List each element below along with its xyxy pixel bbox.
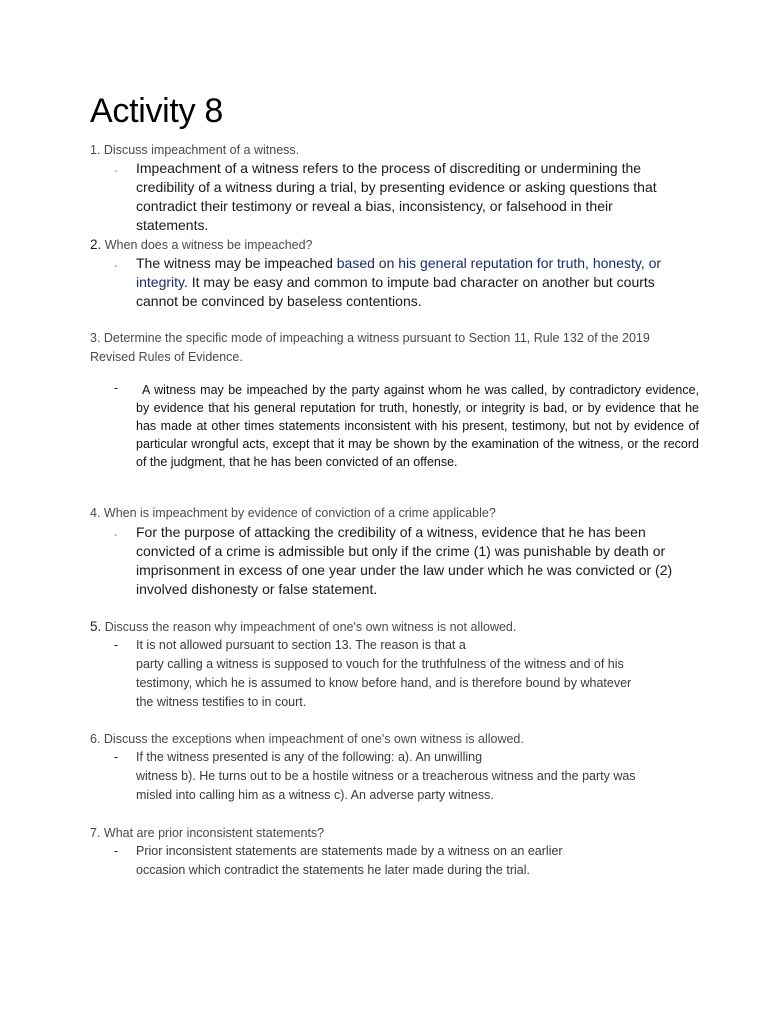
answer-4-text: For the purpose of attacking the credibility of a witness, evidence that he has been convicted of a crime is admissible but only if the crime (1) was punishable by death or imprisonment in excess of one year under the law under which he was convicted or (2) involved dishonesty or false statement. (136, 524, 673, 597)
bullet-dash: - (114, 750, 119, 764)
answer-2-text (136, 254, 674, 311)
question-5-text: Discuss the reason why impeachment of one's own witness is not allowed. (101, 620, 517, 634)
question-5-number: 5. (90, 619, 102, 634)
answer-6 (114, 748, 674, 805)
bullet-dash: - (114, 261, 118, 272)
answer-1-text: Impeachment of a witness refers to the process of discrediting or undermining the credibility of a witness during a trial, by presenting evidence or asking questions that contradict their testimony or reveal a bias, inconsistency, or falsehood in their statements. (136, 160, 657, 233)
answer-3-text (136, 381, 699, 471)
answer-2 (114, 254, 674, 311)
question-3: 3. Determine the specific mode of impeaching a witness pursuant to Section 11, Rule 132 of the 2019 Revised Rules of Evidence. (90, 331, 650, 364)
answer-3-content: A witness may be impeached by the party against whom he was called, by contradictory evidence, by evidence that his general reputation for truth, honestly, or integrity is bad, or by evidence that he has made at other times statements inconsistent with his present, testimony, but not by evidence of particular wrongful acts, except that it may be shown by the examination of the witness, or the record of the judgment, that he has been convicted of an offense. (136, 383, 699, 469)
answer-6-line-1: If the witness presented is any of the following: a). An unwilling (136, 750, 483, 764)
question-2 (90, 235, 313, 255)
question-2-text: When does a witness be impeached? (101, 238, 313, 252)
answer-4 (114, 523, 674, 599)
answer-7 (114, 842, 674, 880)
bullet-dash: - (114, 844, 119, 858)
question-7: 7. What are prior inconsistent statements? (90, 826, 325, 840)
answer-7-text: Prior inconsistent statements are statements made by a witness on an earlier occasion which contradict the statements he later made during the trial. (136, 844, 563, 877)
answer-5-rest: party calling a witness is supposed to vouch for the truthfulness of the witness and of his testimony, which he is assumed to know before hand, and is therefore bound by whatever the witness testifies to in court. (136, 657, 632, 709)
answer-2-part-2: . It may be easy and common to impute bad character on another but courts cannot be convinced by baseless contentions. (136, 274, 655, 309)
answer-3 (114, 381, 704, 471)
answer-5 (114, 636, 674, 712)
bullet-dash: - (114, 530, 118, 541)
bullet-dash: - (114, 638, 119, 652)
question-5 (90, 617, 516, 637)
answer-5-line-1: It is not allowed pursuant to section 13. The reason is that a (136, 638, 466, 652)
answer-2-highlight: based on his general reputation for truth, honesty, or integrity (136, 255, 662, 290)
question-1: 1. Discuss impeachment of a witness. (90, 143, 300, 157)
answer-6-rest: witness b). He turns out to be a hostile witness or a treacherous witness and the party was misled into calling him as a witness c). An adverse party witness. (136, 769, 636, 802)
bullet-dash: - (114, 166, 118, 177)
question-6: 6. Discuss the exceptions when impeachment of one's own witness is allowed. (90, 732, 524, 746)
bullet-dash: - (114, 381, 119, 395)
question-2-number: 2. (90, 237, 102, 252)
page-title: Activity 8 (90, 92, 224, 130)
question-4: 4. When is impeachment by evidence of conviction of a crime applicable? (90, 506, 496, 520)
answer-2-part-1: The witness may be impeached (136, 255, 337, 271)
answer-1 (114, 159, 674, 235)
